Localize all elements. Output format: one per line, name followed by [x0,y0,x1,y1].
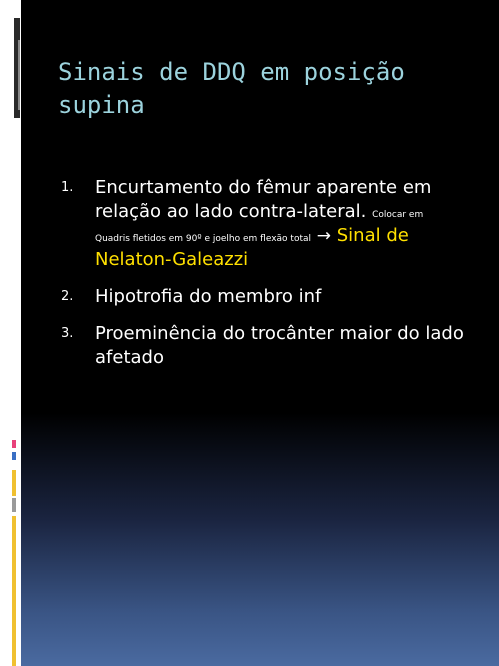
item-note-continued: Quadris fletidos em 90º e joelho em flexão total [95,234,312,244]
arrow-icon: → [316,226,331,246]
slide-title-line-2: supina [58,91,145,119]
list-item [61,176,481,272]
item-text: Proeminência do trocânter maior do lado afetado [95,323,464,368]
item-highlight: Sinal de Nelaton-Galeazzi [95,225,409,270]
slide-title-line-1: Sinais de DDQ em posição [58,58,405,86]
item-note: Colocar em [372,210,424,220]
decorative-strip-yellow-2 [12,516,16,666]
slide-title [58,56,448,122]
decorative-strip-blue [12,452,16,460]
item-number: 1. [61,180,74,195]
decorative-strip-pink [12,440,16,448]
list-item [61,285,481,309]
decorative-strip-thin [18,40,20,110]
list-item [61,322,481,370]
item-text: Encurtamento do fêmur aparente em relação ao lado contra-lateral. [95,177,432,222]
decorative-strip-yellow [12,470,16,496]
item-number: 3. [61,326,74,341]
item-text: Hipotrofia do membro inf [95,286,322,307]
decorative-strip-gray [12,498,16,512]
slide [21,0,499,666]
bullet-list [61,176,481,383]
item-number: 2. [61,289,74,304]
